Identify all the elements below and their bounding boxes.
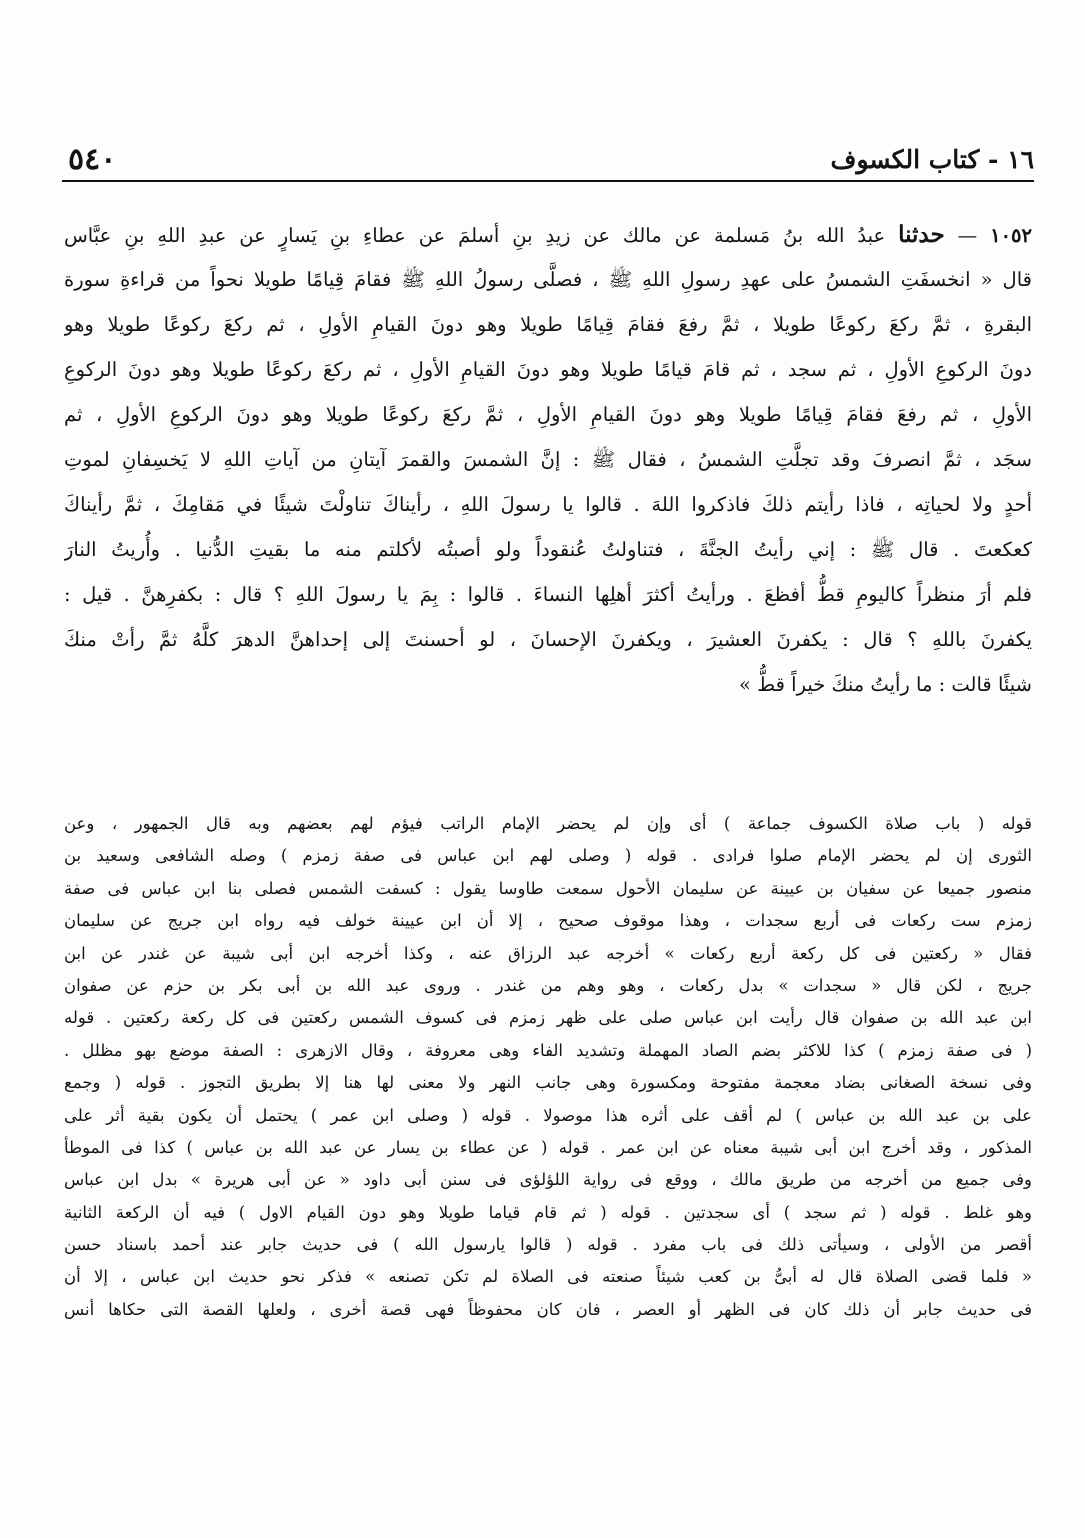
hadith-line: الأولِ ، ثم رفعَ فقامَ قِيامًا طويلا وهو دونَ القيامِ الأولِ ، ثمَّ ركعَ ركوعًا طويلا وهو دونَ الركوعِ الأولِ ، ثم [64, 403, 1032, 426]
hadith-line: شيئًا قالت : ما رأيتُ منكَ خيراً قطُّ » [739, 673, 1032, 696]
haddathana-word: حدثنا [898, 221, 945, 248]
hadith-dash: — [957, 224, 978, 247]
commentary-line: ابن عبد الله بن صفوان قال رأيت ابن عباس صلى على ظهر زمزم فى كسوف الشمس ركعتين فى كل ركعة ركعتين . قوله [64, 1008, 1032, 1028]
commentary-line: منصور جميعا عن سفيان بن عيينة عن سليمان الأحول سمعت طاوسا يقول : كسفت الشمس فصلى بنا ابن عباس فى صفة [64, 878, 1032, 898]
hadith-line-text: عبدُ الله بنُ مَسلمة عن مالك عن زيدِ بنِ أسلمَ عن عطاءِ بنِ يَسارٍ عن عبدِ اللهِ بنِ عبَّاس [64, 224, 886, 247]
commentary-line: المذكور ، وقد أخرج ابن أبى شيبة معناه عن ابن عمر . قوله ( عن عطاء بن يسار عن عبد الله بن عباس ) كذا فى الموطأ [64, 1137, 1032, 1157]
hadith-line: دونَ الركوعِ الأولِ ، ثم سجد ، ثم قامَ قيامًا طويلا وهو دونَ القيامِ الأولِ ، ثم ركعَ ركوعًا طويلا وهو دونَ الركوعِ [64, 358, 1032, 381]
hadith-line [64, 212, 1032, 257]
page-number: ٥٤٠ [68, 142, 117, 177]
hadith-text [64, 212, 1032, 792]
commentary-line: فى حديث جابر أن ذلك كان فى الظهر أو العصر ، فان كان محفوظاً فهى قصة أخرى ، ولعلها القصة التى حكاها أنس [64, 1299, 1032, 1319]
commentary-line: « فلما قضى الصلاة قال له أبىُّ بن كعب شيئاً صنعته فى الصلاة لم تكن تصنعه » فذكر نحو حديث ابن عباس ، إلا أن [64, 1267, 1032, 1287]
hadith-number: ١٠٥٢ [990, 224, 1032, 247]
hadith-line: أحدٍ ولا لحياتِه ، فاذا رأيتم ذلكَ فاذكروا اللهَ . قالوا يا رسولَ اللهِ ، رأيناكَ تناولْتَ شيئًا في مَقامِكَ ، ثمَّ رأيناكَ [64, 493, 1032, 516]
hadith-line: يكفرنَ باللهِ ؟ قال : يكفرنَ العشيرَ ، ويكفرنَ الإحسانَ ، لو أحسنتَ إلى إحداهنَّ الدهرَ كلَّهُ ثمَّ رأتْ منكَ [64, 628, 1032, 651]
commentary-line: فقال « ركعتين فى كل ركعة أربع ركعات » أخرجه عبد الرزاق عنه ، وكذا أخرجه ابن أبى شيبة عن غندر عن ابن [64, 943, 1032, 963]
hadith-line: سجَد ، ثمَّ انصرفَ وقد تجلَّتِ الشمسُ ، فقال ﷺ : إنَّ الشمسَ والقمرَ آيتانِ من آياتِ اللهِ لا يَخسِفانِ لموتِ [64, 448, 1032, 471]
commentary-line: جريج ، لكن قال « سجدات » بدل ركعات ، وهو وهم من غندر . وروى عبد الله بن أبى بكر بن حزم عن صفوان [64, 975, 1032, 995]
commentary-text [64, 808, 1032, 1498]
commentary-line: على بن عبد الله بن عباس ) لم أقف على أثره هذا موصولا . قوله ( وصلى ابن عمر ) يحتمل أن يكون بقية أثر على [64, 1105, 1032, 1125]
commentary-line: الثورى إن لم يحضر الإمام صلوا فرادى . قوله ( وصلى لهم ابن عباس فى صفة زمزم ) وصله الشافعى وسعيد بن [64, 846, 1032, 866]
commentary-line: ( فى صفة زمزم ) كذا للاكثر بضم الصاد المهملة وتشديد الفاء وهى معروفة ، وقال الازهرى : الصفة موضع بهو مظلل . [64, 1040, 1032, 1060]
hadith-line: كعكعتَ . قال ﷺ : إني رأيتُ الجنَّةَ ، فتناولتُ عُنقوداً ولو أصبتُه لأكلتم منه ما بقيتِ الدُّنيا . وأُريتُ النارَ [64, 538, 1032, 561]
commentary-line: أقصر من الأولى ، وسيأتى ذلك فى باب مفرد . قوله ( قالوا يارسول الله ) فى حديث جابر عند أحمد باسناد حسن [64, 1235, 1032, 1255]
hadith-line: فلم أرَ منظراً كاليومِ قطُّ أفظعَ . ورأيتُ أكثرَ أهلِها النساءَ . قالوا : بِمَ يا رسولَ اللهِ ؟ قال : بكفرِهنَّ . قيل : [64, 583, 1032, 606]
hadith-line: قال « انخسفَتِ الشمسُ على عهدِ رسولِ اللهِ ﷺ ، فصلَّى رسولُ اللهِ ﷺ فقامَ قِيامًا طويلا نحواً من قراءةِ سورة [64, 268, 1032, 291]
page-header [62, 140, 1034, 184]
chapter-title: ١٦ - كتاب الكسوف [830, 145, 1034, 174]
hadith-line: البقرةِ ، ثمَّ ركعَ ركوعًا طويلا ، ثمَّ رفعَ فقامَ قِيامًا طويلا وهو دونَ القيامِ الأولِ ، ثم ركعَ ركوعًا طويلا وهو [64, 313, 1032, 336]
commentary-line: زمزم ست ركعات فى أربع سجدات ، وهذا موقوف صحيح ، إلا أن ابن عيينة خولف فيه رواه ابن جريج عن سليمان [64, 911, 1032, 931]
header-rule [62, 180, 1034, 182]
commentary-line: وفى جميع من أخرجه من طريق مالك ، ووقع فى رواية اللؤلؤى فى سنن أبى داود « عن أبى هريرة » بدل ابن عباس [64, 1170, 1032, 1190]
commentary-line: وفى نسخة الصغانى بضاد معجمة مفتوحة ومكسورة وهى جانب النهر ولا معنى لها هنا إلا بطريق التجوز . قوله ( وجمع [64, 1073, 1032, 1093]
commentary-line: قوله ( باب صلاة الكسوف جماعة ) أى وإن لم يحضر الإمام الراتب فيؤم لهم بعضهم وبه قال الجمهور ، وعن [64, 814, 1032, 833]
commentary-line: وهو غلط . قوله ( ثم سجد ) أى سجدتين . قوله ( ثم قام قياما طويلا وهو دون القيام الاول ) فيه أن الركعة الثانية [64, 1202, 1032, 1222]
